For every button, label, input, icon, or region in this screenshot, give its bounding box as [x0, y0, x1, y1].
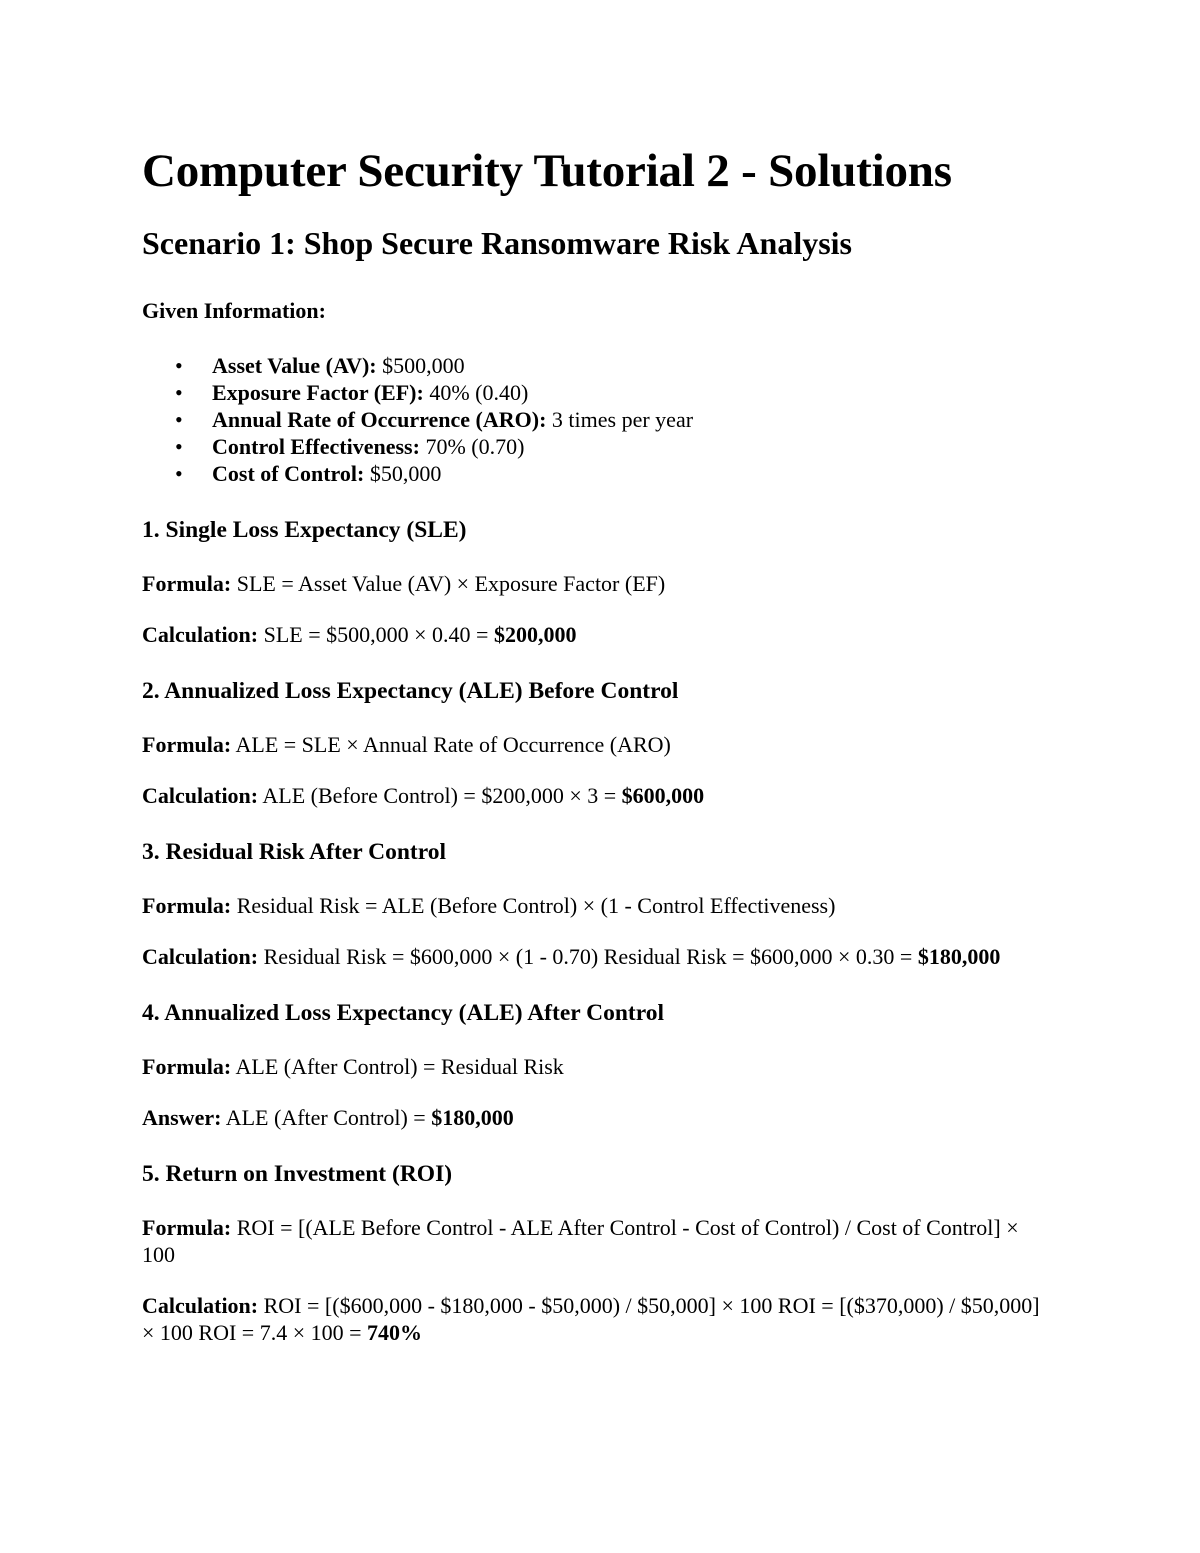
bullet-icon: • — [175, 407, 183, 432]
item-label: Control Effectiveness: — [212, 434, 420, 459]
formula-text: ROI = [(ALE Before Control - ALE After Control - Cost of Control) / Cost of Control] × 100 — [142, 1215, 1019, 1267]
item-label: Exposure Factor (EF): — [212, 380, 424, 405]
given-information-heading: Given Information: — [142, 298, 326, 323]
list-item — [142, 406, 1042, 433]
given-information-list — [142, 352, 1042, 487]
bullet-icon: • — [175, 380, 183, 405]
formula-text: ALE = SLE × Annual Rate of Occurrence (ARO) — [231, 732, 671, 757]
scenario-heading: Scenario 1: Shop Secure Ransomware Risk Analysis — [142, 225, 852, 261]
item-value: 3 times per year — [546, 407, 694, 432]
calculation-paragraph — [142, 782, 1042, 809]
formula-label: Formula: — [142, 1215, 232, 1240]
calculation-result: 740% — [367, 1320, 423, 1345]
bullet-icon: • — [175, 434, 183, 459]
calculation-paragraph — [142, 1292, 1042, 1346]
calculation-paragraph — [142, 943, 1042, 970]
formula-paragraph — [142, 892, 1042, 919]
bullet-icon: • — [175, 353, 183, 378]
calculation-text: ROI = [($600,000 - $180,000 - $50,000) / $50,000] × 100 ROI = [($370,000) / $50,000] × 100 ROI = 7.4 × 100 = — [142, 1293, 1040, 1345]
formula-paragraph — [142, 731, 1042, 758]
answer-result: $180,000 — [431, 1105, 514, 1130]
calculation-text: Residual Risk = $600,000 × (1 - 0.70) Residual Risk = $600,000 × 0.30 = — [258, 944, 918, 969]
formula-text: ALE (After Control) = Residual Risk — [231, 1054, 564, 1079]
calculation-text: SLE = $500,000 × 0.40 = — [258, 622, 494, 647]
item-value: $50,000 — [364, 461, 442, 486]
item-value: 70% (0.70) — [419, 434, 525, 459]
item-label: Asset Value (AV): — [212, 353, 377, 378]
section-heading-ale-after: 4. Annualized Loss Expectancy (ALE) After Control — [142, 1000, 665, 1026]
formula-text: SLE = Asset Value (AV) × Exposure Factor (EF) — [231, 571, 666, 596]
section-heading-roi: 5. Return on Investment (ROI) — [142, 1161, 453, 1187]
answer-text: ALE (After Control) = — [221, 1105, 432, 1130]
item-value: $500,000 — [376, 353, 465, 378]
calculation-paragraph — [142, 621, 1042, 648]
calculation-text: ALE (Before Control) = $200,000 × 3 = — [258, 783, 622, 808]
document-title: Computer Security Tutorial 2 - Solutions — [142, 145, 952, 197]
section-heading-sle: 1. Single Loss Expectancy (SLE) — [142, 517, 467, 543]
list-item — [142, 433, 1042, 460]
document-page — [142, 140, 1042, 1346]
calculation-result: $600,000 — [621, 783, 705, 808]
formula-label: Formula: — [142, 571, 232, 596]
item-value: 40% (0.40) — [423, 380, 529, 405]
list-item — [142, 379, 1042, 406]
answer-paragraph — [142, 1104, 1042, 1131]
formula-label: Formula: — [142, 732, 232, 757]
calculation-result: $200,000 — [493, 622, 577, 647]
calculation-label: Calculation: — [142, 1293, 259, 1318]
formula-paragraph — [142, 570, 1042, 597]
calculation-label: Calculation: — [142, 944, 259, 969]
formula-paragraph — [142, 1053, 1042, 1080]
formula-paragraph — [142, 1214, 1042, 1268]
calculation-label: Calculation: — [142, 783, 259, 808]
calculation-result: $180,000 — [917, 944, 1001, 969]
list-item — [142, 460, 1042, 487]
item-label: Cost of Control: — [212, 461, 365, 486]
bullet-icon: • — [175, 461, 183, 486]
answer-label: Answer: — [142, 1105, 222, 1130]
list-item — [142, 352, 1042, 379]
section-heading-ale-before: 2. Annualized Loss Expectancy (ALE) Before Control — [142, 678, 679, 704]
calculation-label: Calculation: — [142, 622, 259, 647]
item-label: Annual Rate of Occurrence (ARO): — [212, 407, 547, 432]
formula-label: Formula: — [142, 1054, 232, 1079]
section-heading-residual-risk: 3. Residual Risk After Control — [142, 839, 446, 865]
formula-text: Residual Risk = ALE (Before Control) × (1 - Control Effectiveness) — [231, 893, 836, 918]
formula-label: Formula: — [142, 893, 232, 918]
